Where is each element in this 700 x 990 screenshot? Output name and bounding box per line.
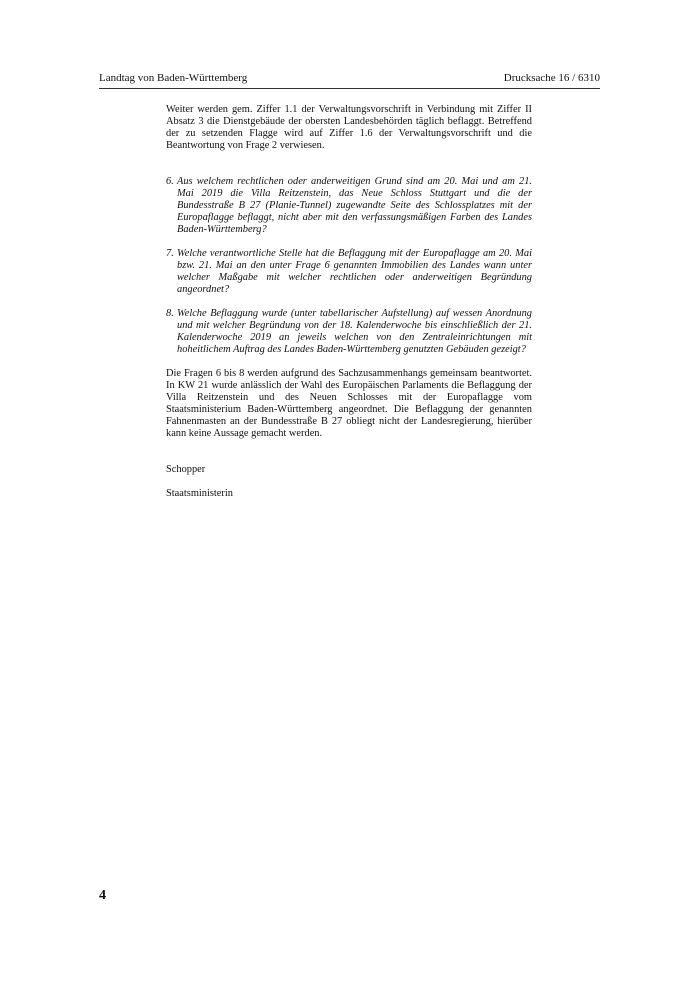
- signature-name: Schopper: [166, 464, 206, 475]
- question-8: [166, 308, 532, 356]
- question-number: 6.: [166, 176, 174, 187]
- question-7: [166, 248, 532, 296]
- question-text: Welche Beflaggung wurde (unter tabellarischer Aufstellung) auf wessen Anordnung und mit welcher Begründung von der 18. Kalenderwoche bis einschließlich der 21. Kalenderwoche 2019 an jeweils welchen von den Zentraleinrichtungen mit hoheitlichem Auftrag des Landes Baden-Württemberg genutzten Gebäuden gezeigt?: [177, 308, 532, 355]
- question-number: 8.: [166, 308, 174, 319]
- question-text: Welche verantwortliche Stelle hat die Beflaggung mit der Europaflagge am 20. Mai bzw. 21. Mai an den unter Frage 6 genannten Immobilien des Landes wann unter welcher Maßgabe mit welcher rechtlichen oder anderweitigen Begründung angeordnet?: [177, 248, 532, 295]
- header-parliament-name: Landtag von Baden-Württemberg: [99, 72, 248, 84]
- page-number: 4: [99, 888, 106, 903]
- page-header: [99, 72, 600, 89]
- question-text: Aus welchem rechtlichen oder anderweitigen Grund sind am 20. Mai und am 21. Mai 2019 die Villa Reitzenstein, das Neue Schloss Stuttgart und die der Bundesstraße B 27 (Planie-Tunnel) zugewandte Seite des Schlossplatzes mit der Europaflagge beflaggt, nicht aber mit den verfassungsmäßigen Farben des Landes Baden-Württemberg?: [177, 176, 532, 235]
- question-number: 7.: [166, 248, 174, 259]
- document-body: [166, 104, 532, 500]
- answer-paragraph: Die Fragen 6 bis 8 werden aufgrund des Sachzusammenhangs gemeinsam beantwortet. In KW 21 wurde anlässlich der Wahl des Europäischen Parlaments die Beflaggung der Villa Reitzenstein und des Neuen Schlosses mit der Europaflagge vom Staatsministerium Baden-Württemberg angeordnet. Die Beflaggung der genannten Fahnenmasten an der Bundesstraße B 27 obliegt nicht der Landesregierung, hierüber kann keine Aussage gemacht werden.: [166, 368, 532, 439]
- question-6: [166, 176, 532, 236]
- signature-title: Staatsministerin: [166, 488, 233, 499]
- header-document-number: Drucksache 16 / 6310: [503, 72, 600, 84]
- intro-paragraph: Weiter werden gem. Ziffer 1.1 der Verwaltungsvorschrift in Verbindung mit Ziffer II Absatz 3 die Dienstgebäude der obersten Landesbehörden täglich beflaggt. Betreffend der zu setzenden Flagge wird auf Ziffer 1.6 der Verwaltungsvorschrift und die Beantwortung von Frage 2 verwiesen.: [166, 104, 532, 151]
